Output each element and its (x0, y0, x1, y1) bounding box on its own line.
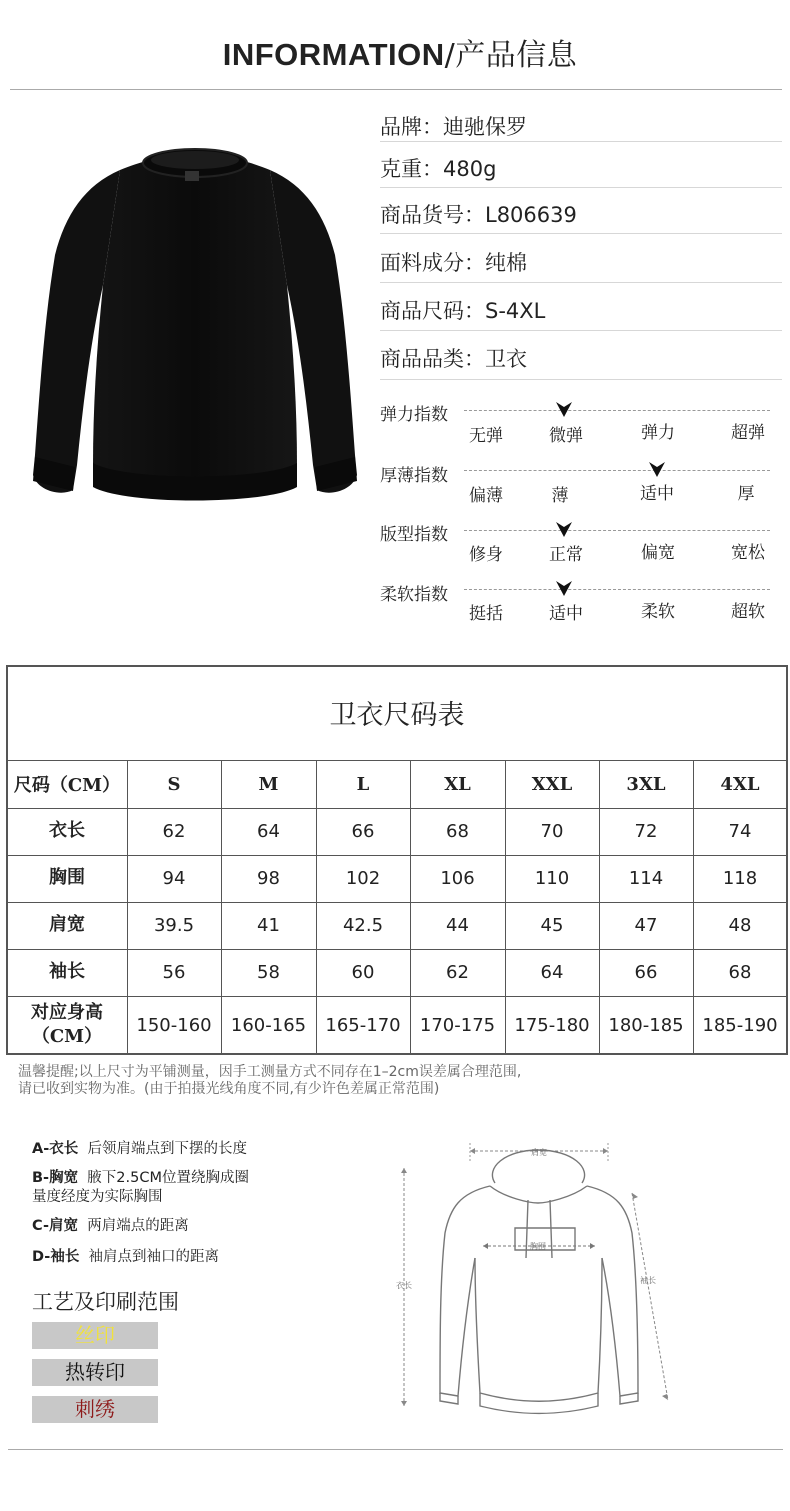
index-option: 柔软 (641, 602, 675, 622)
index-option-selected: 正常 (549, 545, 583, 565)
table-cell: 42.5 (342, 915, 384, 936)
index-track (464, 410, 770, 411)
spec-divider (380, 141, 782, 142)
table-cell: 48 (728, 915, 752, 936)
label-sleeve: 袖长 (640, 1276, 656, 1285)
spec-divider (380, 330, 782, 331)
table-row-label: 肩宽 (49, 914, 85, 936)
index-option: 偏宽 (641, 543, 675, 563)
sweatshirt-image (25, 145, 365, 525)
craft-title: 工艺及印刷范围 (32, 1290, 179, 1314)
spec-fabric: 面料成分：纯棉 (380, 251, 527, 275)
table-cell: 110 (534, 868, 570, 889)
table-cell: 62 (162, 821, 186, 842)
table-cell: 114 (628, 868, 664, 889)
measurement-note: 温馨提醒;以上尺寸为平铺测量，因手工测量方式不同存在1–2cm误差属合理范围, 请已收到实物为准。(由于拍摄光线角度不同,有少许色差属正常范围) (18, 1064, 522, 1097)
table-cell: 165-170 (325, 1014, 401, 1036)
table-cell: 64 (257, 821, 280, 842)
index-fit-label: 版型指数 (380, 525, 448, 545)
index-track (464, 589, 770, 590)
table-cell: 64 (540, 962, 564, 983)
title-cn: /产品信息 (444, 38, 578, 73)
header-divider (10, 89, 782, 90)
spec-divider (380, 379, 782, 380)
table-row-label-height (7, 996, 127, 1054)
table-cell: 66 (634, 962, 658, 983)
table-cell: 98 (257, 868, 280, 889)
table-cell: 72 (634, 821, 658, 842)
table-cell: 45 (540, 915, 564, 936)
index-option: 无弹 (469, 426, 503, 446)
table-header-cell: 3XL (626, 773, 666, 795)
label-shoulder: 肩宽 (531, 1148, 547, 1157)
bottom-divider (8, 1449, 783, 1450)
table-header-cell: 4XL (720, 773, 760, 795)
height-label-line2: （CM） (31, 1026, 103, 1047)
table-cell: 170-175 (419, 1014, 496, 1036)
table-cell: 47 (634, 915, 658, 936)
table-header-cell: S (167, 773, 181, 795)
index-elasticity-label: 弹力指数 (380, 405, 448, 425)
page-title (0, 30, 790, 74)
index-option: 薄 (551, 486, 569, 506)
table-header-cell: M (258, 773, 279, 795)
measure-chest: B-胸宽 腋下2.5CM位置绕胸成圈 量度经度为实际胸围 (32, 1170, 249, 1205)
index-option: 超弹 (731, 423, 765, 443)
index-option: 厚 (737, 484, 755, 504)
table-cell: 150-160 (136, 1014, 212, 1036)
selected-marker-icon (554, 579, 574, 599)
spec-item-no: 商品货号：L806639 (380, 203, 577, 227)
table-cell: 66 (351, 821, 375, 842)
table-cell: 68 (728, 962, 752, 983)
index-option-selected: 适中 (640, 484, 674, 504)
measure-shoulder: C-肩宽 两肩端点的距离 (32, 1218, 189, 1234)
table-header-cell: XL (444, 773, 471, 795)
table-cell: 68 (446, 821, 469, 842)
hoodie-measure-diagram (380, 1138, 690, 1438)
index-option: 挺括 (469, 604, 503, 624)
table-cell: 175-180 (514, 1014, 590, 1036)
table-cell: 56 (162, 962, 186, 983)
craft-heat-transfer: 热转印 (32, 1359, 158, 1386)
height-label-line1: 对应身高 (31, 1001, 103, 1023)
table-row-label: 衣长 (49, 820, 85, 842)
index-thickness-label: 厚薄指数 (380, 466, 448, 486)
table-row-label: 胸围 (49, 867, 85, 889)
table-cell: 180-185 (608, 1014, 684, 1036)
index-option: 宽松 (731, 543, 765, 563)
index-option: 弹力 (641, 423, 675, 443)
selected-marker-icon (554, 400, 574, 420)
selected-marker-icon (554, 520, 574, 540)
table-cell: 118 (722, 868, 758, 889)
index-track (464, 530, 770, 531)
index-track (464, 470, 770, 471)
label-chest: 胸围 (530, 1242, 546, 1251)
table-row-label: 袖长 (49, 961, 85, 983)
craft-embroidery: 刺绣 (32, 1396, 158, 1423)
index-option: 偏薄 (469, 486, 503, 506)
table-cell: 185-190 (702, 1014, 778, 1036)
spec-category: 商品品类：卫衣 (380, 347, 527, 371)
index-option-selected: 微弹 (549, 426, 583, 446)
index-option: 超软 (731, 602, 765, 622)
table-cell: 102 (345, 868, 381, 889)
table-header-size: 尺码（CM） (13, 775, 121, 796)
measure-sleeve: D-袖长 袖肩点到袖口的距离 (32, 1249, 220, 1265)
table-cell: 39.5 (153, 915, 195, 936)
label-length: 衣长 (396, 1281, 412, 1290)
table-cell: 74 (728, 821, 752, 842)
table-cell: 44 (446, 915, 469, 936)
table-cell: 58 (257, 962, 280, 983)
table-cell: 41 (257, 915, 280, 936)
index-option: 修身 (469, 545, 503, 565)
table-row-line (7, 1054, 787, 1055)
size-table-title: 卫衣尺码表 (329, 700, 465, 731)
measure-length: A-衣长 后领肩端点到下摆的长度 (32, 1141, 247, 1157)
craft-silkscreen: 丝印 (32, 1322, 158, 1349)
spec-weight: 克重：480g (380, 157, 497, 181)
table-cell: 106 (440, 868, 475, 889)
table-cell: 70 (540, 821, 564, 842)
table-cell: 94 (162, 868, 186, 889)
table-header-cell: XXL (531, 773, 573, 795)
spec-brand: 品牌：迪驰保罗 (380, 115, 527, 139)
spec-divider (380, 233, 782, 234)
index-softness-label: 柔软指数 (380, 585, 448, 605)
title-en: INFORMATION (222, 37, 445, 72)
spec-divider (380, 187, 782, 188)
spec-divider (380, 282, 782, 283)
table-cell: 60 (351, 962, 375, 983)
table-cell: 160-165 (230, 1014, 307, 1036)
table-cell: 62 (446, 962, 469, 983)
selected-marker-icon (647, 460, 667, 480)
spec-size: 商品尺码：S-4XL (380, 299, 546, 323)
table-header-cell: L (356, 773, 370, 795)
index-option-selected: 适中 (549, 604, 583, 624)
